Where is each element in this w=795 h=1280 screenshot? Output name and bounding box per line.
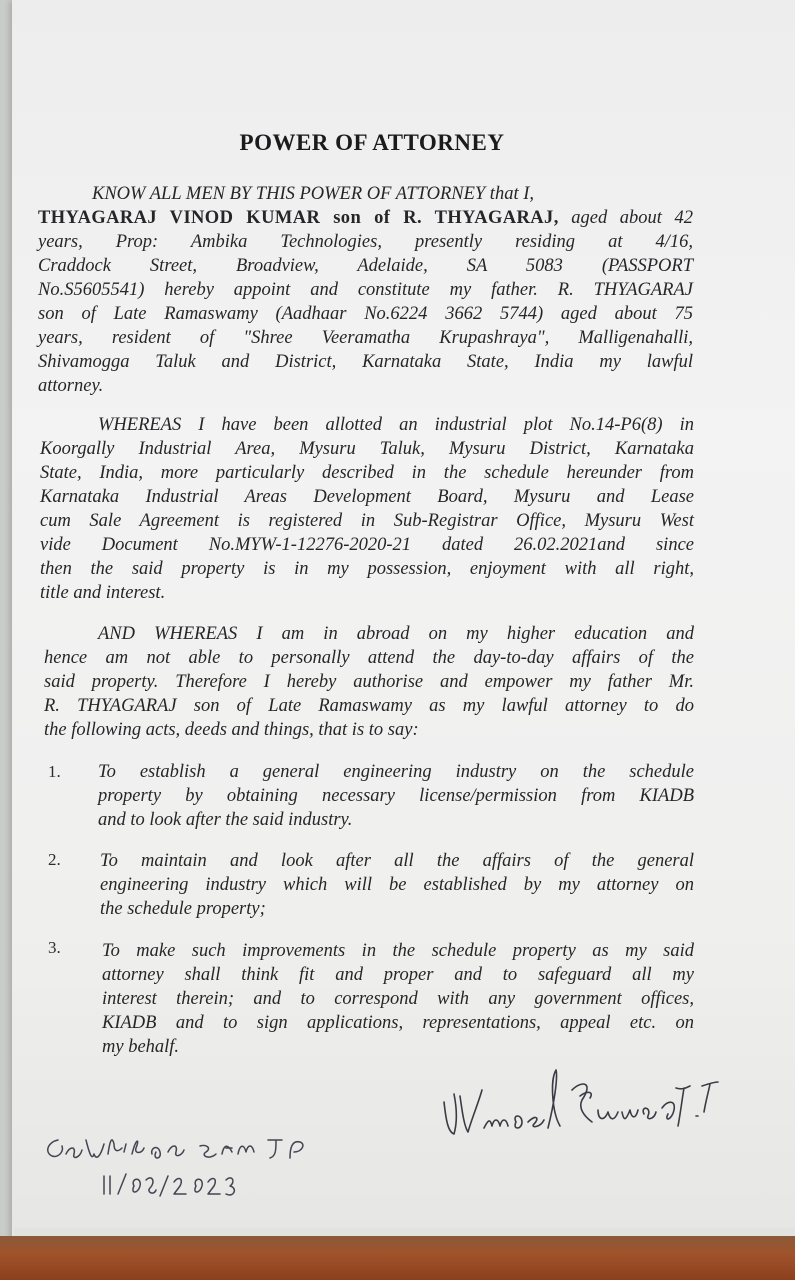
para3-line-4: R. THYAGARAJ son of Late Ramaswamy as my lawful attorney to do [44,696,694,716]
para2-line-1: WHEREAS I have been allotted an industrial plot No.14-P6(8) in [98,415,694,435]
para1-line-3: years, Prop: Ambika Technologies, presently residing at 4/16, [38,232,693,252]
item-line: attorney shall think fit and proper and to safeguard all my [102,965,694,985]
para1-line-2 [38,207,693,229]
para1-line-7: years, resident of "Shree Veeramatha Krupashraya", Malligenahalli, [38,328,693,348]
item-line: property by obtaining necessary license/permission from KIADB [98,786,694,806]
para1-line-5: No.S5605541) hereby appoint and constitute my father. R. THYAGARAJ [38,280,693,300]
para2-line-2: Koorgally Industrial Area, Mysuru Taluk, Mysuru District, Karnataka [40,439,694,459]
item-line: KIADB and to sign applications, representations, appeal etc. on [102,1013,694,1033]
para1-line-4: Craddock Street, Broadview, Adelaide, SA 5083 (PASSPORT [38,256,693,276]
principal-name: THYAGARAJ VINOD KUMAR son of R. THYAGARAJ, [38,208,559,228]
para2-line-7: then the said property is in my possession, enjoyment with all right, [40,559,694,579]
item-line: engineering industry which will be established by my attorney on [100,875,694,895]
para1-line-6: son of Late Ramaswamy (Aadhaar No.6224 3662 5744) aged about 75 [38,304,693,324]
para2-line-3: State, India, more particularly described in the schedule hereunder from [40,463,694,483]
document-page [12,0,795,1242]
para3-line-5: the following acts, deeds and things, that is to say: [44,720,419,740]
item-line: the schedule property; [100,899,266,919]
para1-line-1: KNOW ALL MEN BY THIS POWER OF ATTORNEY that I, [92,184,534,204]
witness-signature [32,1130,352,1210]
para1-line-8: Shivamogga Taluk and District, Karnataka State, India my lawful [38,352,693,372]
item-line: my behalf. [102,1037,180,1057]
table-surface [0,1236,795,1280]
para2-line-8: title and interest. [40,583,166,603]
item-number: 1. [48,762,61,781]
principal-signature [432,1060,722,1150]
document-title: POWER OF ATTORNEY [239,130,505,155]
item-line: To maintain and look after all the affairs of the general [100,851,694,871]
item-number: 2. [48,850,61,869]
item-line: To make such improvements in the schedule property as my said [102,941,694,961]
para2-line-5: cum Sale Agreement is registered in Sub-Registrar Office, Mysuru West [40,511,694,531]
para1-line-9: attorney. [38,376,104,396]
item-line: and to look after the said industry. [98,810,353,830]
para3-line-1: AND WHEREAS I am in abroad on my higher education and [98,624,694,644]
para3-line-3: said property. Therefore I hereby authorise and empower my father Mr. [44,672,694,692]
item-number: 3. [48,938,61,957]
para2-line-6: vide Document No.MYW-1-12276-2020-21 dated 26.02.2021and since [40,535,694,555]
para2-line-4: Karnataka Industrial Areas Development Board, Mysuru and Lease [40,487,694,507]
item-line: interest therein; and to correspond with any government offices, [102,989,694,1009]
principal-age: aged about 42 [558,208,694,228]
para3-line-2: hence am not able to personally attend the day-to-day affairs of the [44,648,694,668]
item-line: To establish a general engineering industry on the schedule [98,762,694,782]
